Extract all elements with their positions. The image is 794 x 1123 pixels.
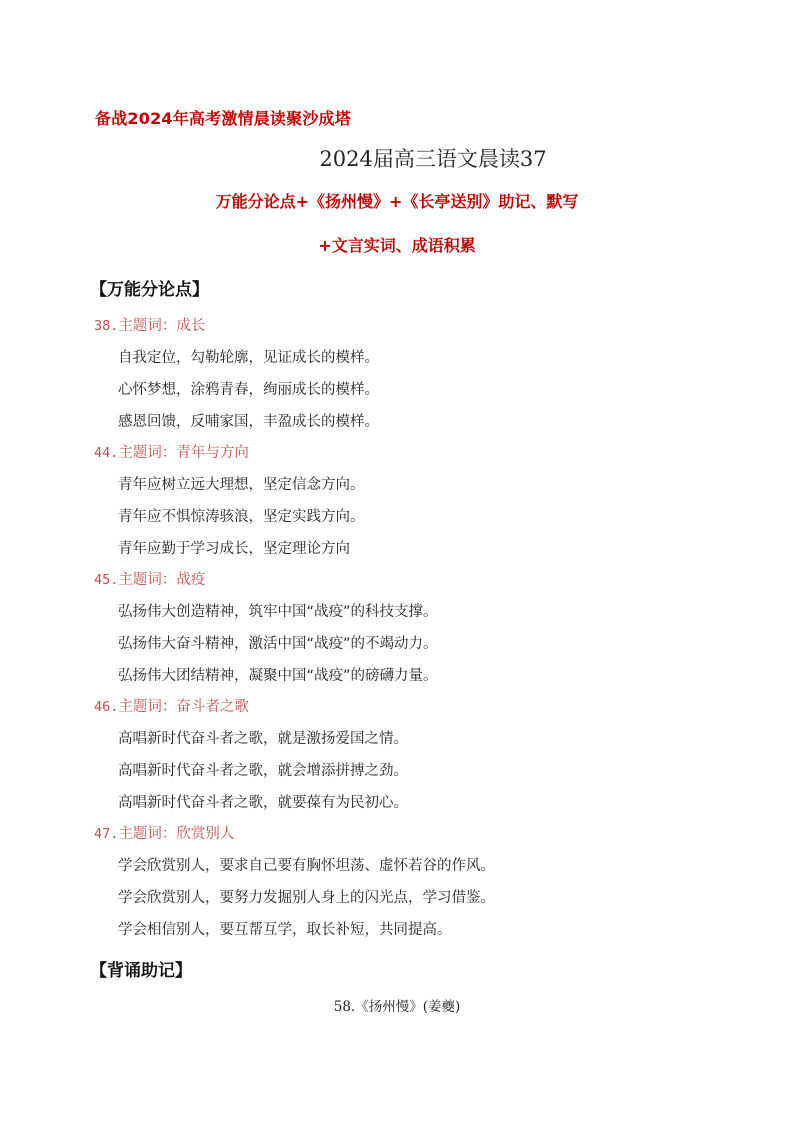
topic-number: 45.	[94, 572, 119, 588]
topic-number: 47.	[94, 826, 119, 842]
topic-line: 高唱新时代奋斗者之歌，就是激扬爱国之情。	[118, 731, 408, 747]
topic-line: 感恩回馈，反哺家国，丰盈成长的模样。	[118, 414, 379, 430]
topic-line: 青年应不惧惊涛骇浪，坚定实践方向。	[118, 509, 365, 525]
topic-line: 学会欣赏别人，要求自己要有胸怀坦荡、虚怀若谷的作风。	[118, 858, 495, 874]
topic-line: 青年应勤于学习成长，坚定理论方向	[118, 541, 350, 557]
topic-label: 主题词：成长	[118, 318, 206, 334]
topic-line: 弘扬伟大奋斗精神，激活中国“战疫”的不竭动力。	[118, 636, 438, 652]
topic-line: 心怀梦想，涂鸦青春，绚丽成长的模样。	[118, 382, 379, 398]
topic-line: 弘扬伟大团结精神，凝聚中国“战疫”的磅礴力量。	[118, 668, 438, 684]
section-heading-arguments: 【万能分论点】	[90, 280, 209, 300]
topic-heading-44	[94, 441, 394, 462]
topic-line: 高唱新时代奋斗者之歌，就要葆有为民初心。	[118, 795, 408, 811]
topic-line: 学会相信别人，要互帮互学，取长补短，共同提高。	[118, 922, 452, 938]
topic-label: 主题词：战疫	[118, 572, 206, 588]
section-heading-memory: 【背诵助记】	[90, 961, 192, 981]
topic-number: 38.	[94, 318, 119, 334]
topic-number: 44.	[94, 445, 119, 461]
topic-heading-47	[94, 822, 394, 843]
topic-line: 高唱新时代奋斗者之歌，就会增添拼搏之劲。	[118, 763, 408, 779]
topic-heading-45	[94, 568, 394, 589]
topic-heading-38	[94, 314, 394, 335]
topic-line: 青年应树立远大理想，坚定信念方向。	[118, 477, 365, 493]
subtitle-line-2: +文言实词、成语积累	[318, 236, 476, 255]
banner-text: 备战2024年高考激情晨读聚沙成塔	[95, 109, 351, 128]
topic-heading-46	[94, 695, 394, 716]
topic-number: 46.	[94, 699, 119, 715]
topic-line: 弘扬伟大创造精神，筑牢中国“战疫”的科技支撑。	[118, 604, 438, 620]
page-title	[0, 143, 794, 173]
poem-title	[0, 995, 794, 1015]
topic-line: 学会欣赏别人，要努力发掘别人身上的闪光点，学习借鉴。	[118, 890, 495, 906]
topic-line: 自我定位，勾勒轮廓，见证成长的模样。	[118, 350, 379, 366]
topic-label: 主题词：奋斗者之歌	[118, 699, 249, 715]
topic-label: 主题词：青年与方向	[118, 445, 249, 461]
subtitle-line-1: 万能分论点+《扬州慢》+《长亭送别》助记、默写	[215, 192, 579, 211]
poem-title-text: 58.《扬州慢》(姜夔)	[333, 999, 461, 1015]
topic-label: 主题词：欣赏别人	[118, 826, 235, 842]
page-title-text: 2024届高三语文晨读37	[319, 147, 547, 171]
